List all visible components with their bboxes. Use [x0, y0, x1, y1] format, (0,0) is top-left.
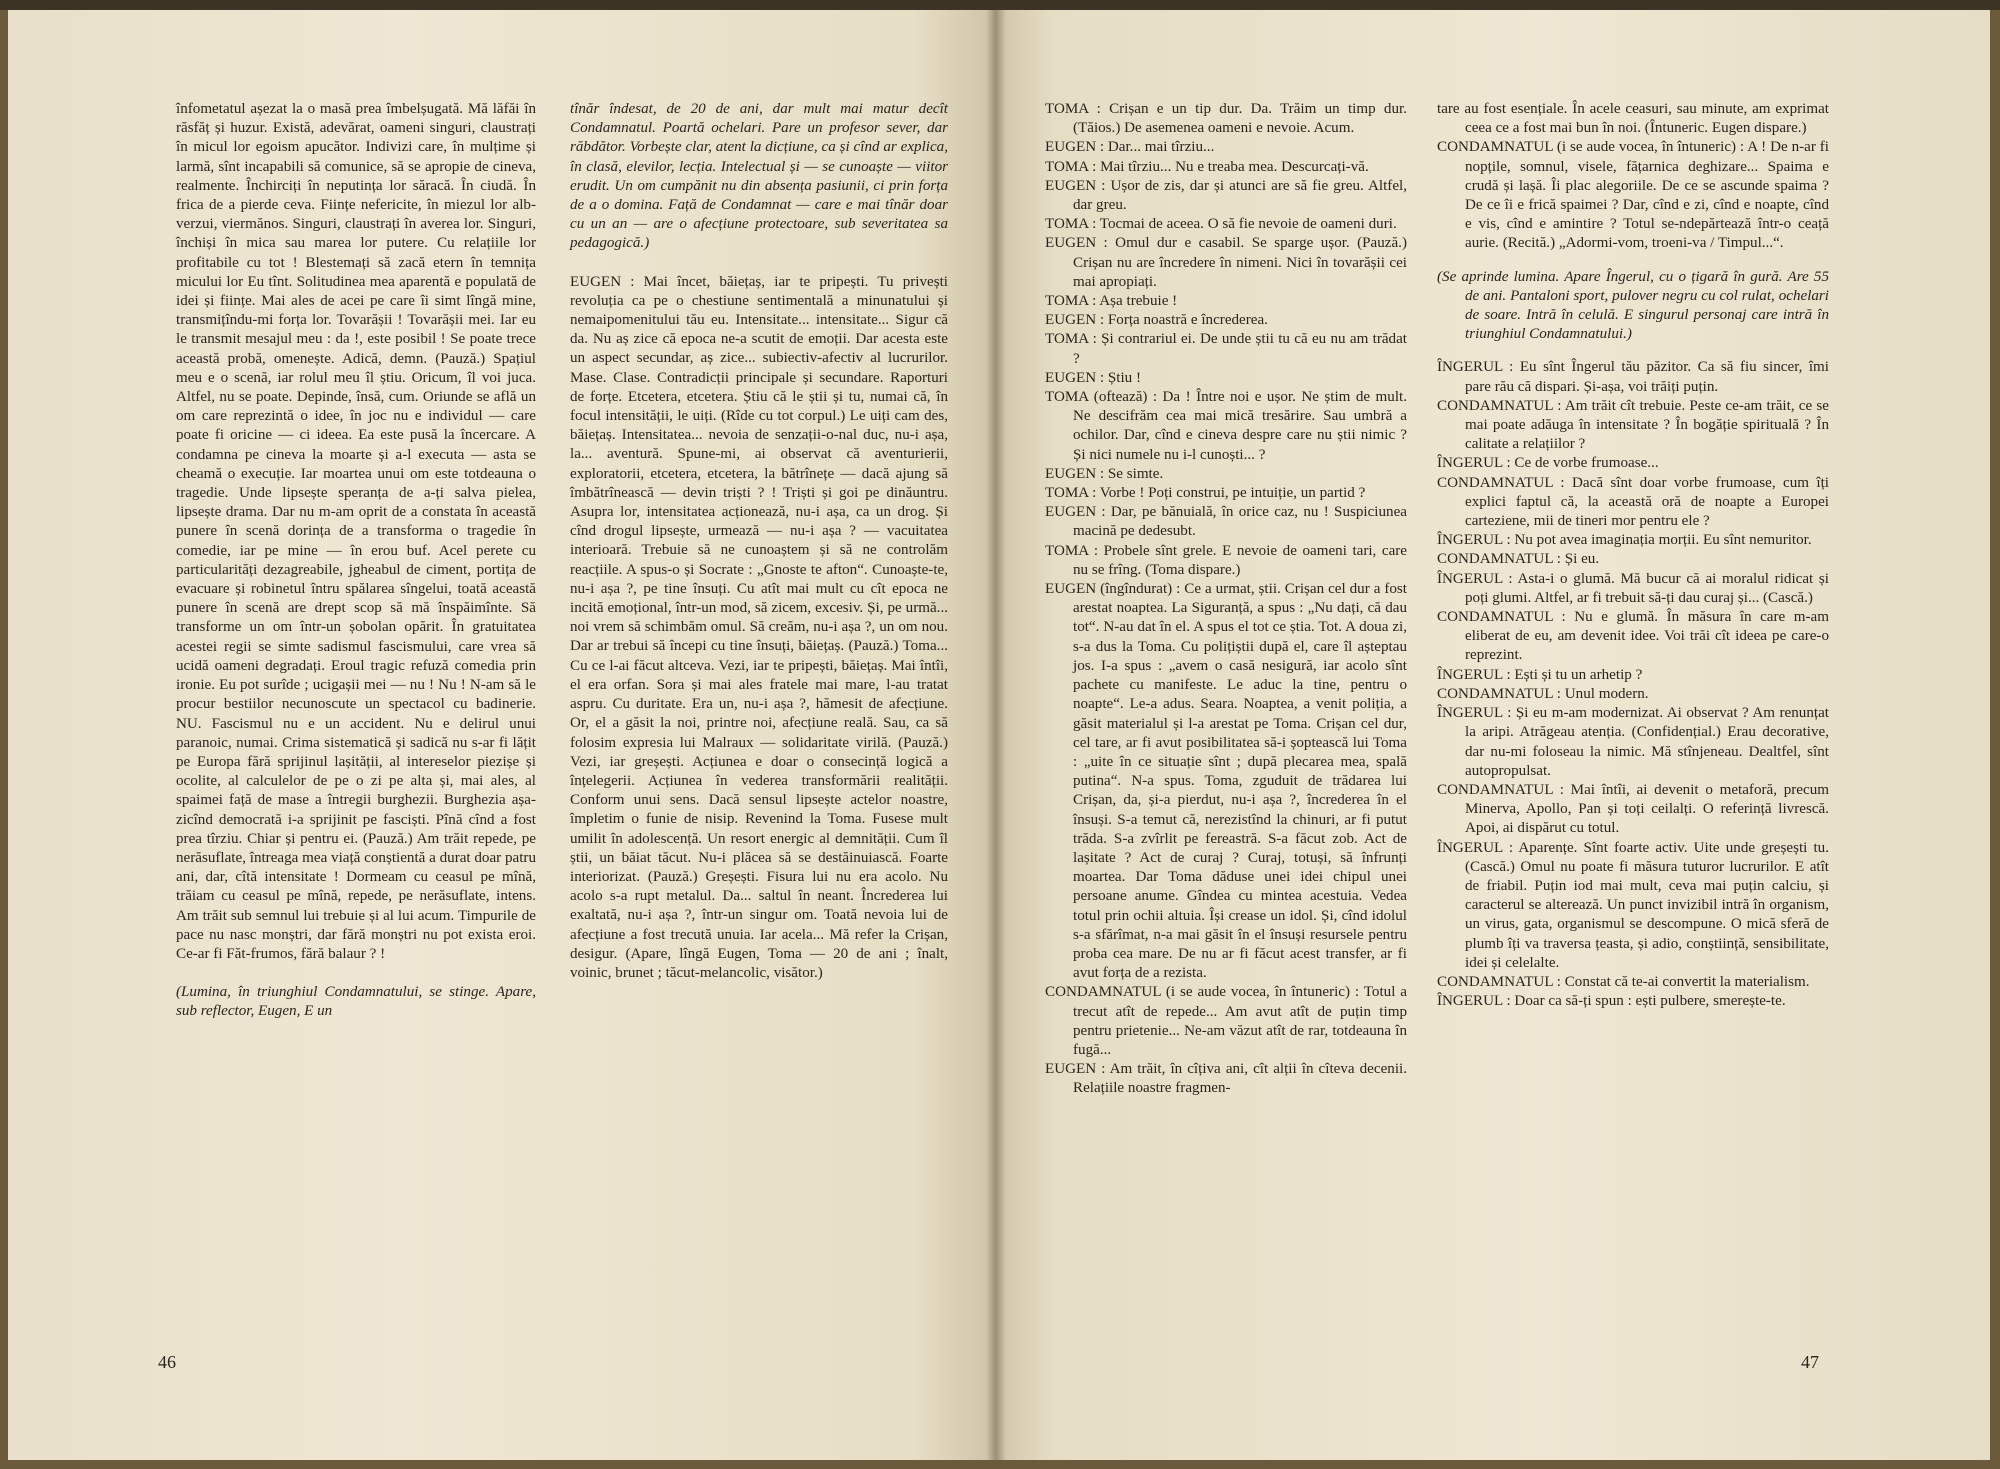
dialogue-line [1437, 100, 1829, 138]
left-column-1 [176, 100, 536, 1022]
line-text: : Vorbe ! Poți construi, pe intuiție, un partid ? [1088, 485, 1366, 502]
dialogue-line [1437, 268, 1829, 345]
speaker-line [1045, 388, 1407, 465]
book-spread [8, 10, 1990, 1460]
right-page [993, 10, 1990, 1460]
line-text: (i se aude vocea, în întuneric) : A ! De n-ar fi nopțile, somnul, visele, fățarnica deghizare... Spaima e crudă și lașă. Îi plac alegoriile. De ce se ascunde spaima ? De ce îi e frică spaimei ? Dar, cînd e zi, cînd e noapte, cînd e vis, cînd e amintire ? Totul se-ndepărtează într-o ceață aurie. (Recită.) „Adormi-vom, troeni-va / Timpul...“. [1465, 139, 1829, 252]
speaker-line [1437, 358, 1829, 396]
speaker-name: CONDAMNATUL [1437, 973, 1553, 990]
line-text: : Am trăit cît trebuie. Peste ce-am trăit, ce se mai poate adăuga în intensitate ? În bogăție spirituală ? În calitate a relațiilor ? [1465, 397, 1829, 453]
speaker-name: EUGEN [1045, 369, 1097, 386]
speaker-line [1045, 983, 1407, 1060]
page-number: 47 [1801, 1352, 1819, 1372]
speaker-line [1437, 992, 1829, 1011]
line-text: : Am trăit, în cîțiva ani, cît alții în cîteva decenii. Relațiile noastre fragmen- [1073, 1061, 1407, 1097]
line-text: : Ce de vorbe frumoase... [1502, 455, 1659, 472]
stage-direction: (Lumina, în triunghiul Condamnatului, se stinge. Apare, sub reflector, Eugen, E un [176, 984, 536, 1020]
speaker-name: TOMA [1045, 216, 1089, 233]
stage-direction: tînăr îndesat, de 20 de ani, dar mult mai matur decît Condamnatul. Poartă ochelari. Pare un profesor sever, dar răbdător. Vorbește clar, atent la dicțiune, ca și cînd ar explica, în clasă, elevilor, lecția. Intelectual și — se cunoaște — viitor erudit. Un om cumpănit nu din absența pasiunii, ci prin forța de a o domina. Față de Condamnat — care e mai tînăr doar cu un an — are o afecțiune protectoare, sub severitatea sa pedagogică.) [570, 101, 948, 252]
speaker-line [1437, 570, 1829, 608]
speaker-line [1045, 465, 1407, 484]
speaker-name: TOMA [1045, 542, 1089, 559]
speaker-name: EUGEN [1045, 465, 1097, 482]
line-text: : Constat că te-ai convertit la materialism. [1553, 973, 1810, 990]
speaker-name: CONDAMNATUL [1437, 397, 1553, 414]
speaker-name: ÎNGERUL [1437, 570, 1503, 587]
speaker-name: CONDAMNATUL [1437, 781, 1553, 798]
speaker-line [1437, 138, 1829, 253]
speaker-line [1045, 158, 1407, 177]
speaker-name: ÎNGERUL [1437, 359, 1503, 376]
line-text: : Și eu. [1553, 551, 1600, 568]
speaker-name: EUGEN [1045, 581, 1097, 598]
speaker-line [1437, 666, 1829, 685]
speaker-line [1045, 330, 1407, 368]
speaker-line [1045, 292, 1407, 311]
speaker-name: EUGEN [1045, 139, 1097, 156]
speaker-name: TOMA [1045, 389, 1089, 406]
speaker-name: ÎNGERUL [1437, 993, 1503, 1010]
line-text: : Doar ca să-ți spun : ești pulbere, smerește-te. [1502, 993, 1786, 1010]
line-text: : Și eu m-am modernizat. Ai observat ? Am renunțat la aripi. Atrăgeau atenția. (Confidențial.) Erau decorative, dar nu-mi foloseau la nimic. Mă stînjeneau. Dealtfel, sînt autopropulsat. [1465, 705, 1829, 779]
right-column-1 [1045, 100, 1407, 1099]
line-text: : Probele sînt grele. E nevoie de oameni tari, care nu se frîng. (Toma dispare.) [1073, 542, 1407, 578]
line-text: : Dar, pe bănuială, în orice caz, nu ! Suspiciunea macină pe dedesubt. [1073, 504, 1407, 540]
speaker-name: ÎNGERUL [1437, 455, 1503, 472]
page-number: 46 [158, 1352, 176, 1372]
line-text: : Dacă sînt doar vorbe frumoase, cum îți explici faptul că, la această oră de noapte a Europei carteziene, mii de tineri mor pentru ele ? [1465, 474, 1829, 530]
speaker-line [1045, 138, 1407, 157]
speaker-name: CONDAMNATUL [1045, 984, 1161, 1001]
speaker-name: ÎNGERUL [1437, 839, 1503, 856]
speaker-name: TOMA [1045, 101, 1089, 117]
line-text: : Și contrariul ei. De unde știi tu că eu nu am trădat ? [1073, 331, 1407, 367]
line-text: : Mai tîrziu... Nu e treaba mea. Descurcați-vă. [1088, 158, 1369, 175]
speaker-line [1437, 550, 1829, 569]
speaker-line [1437, 474, 1829, 532]
speaker-line [1045, 215, 1407, 234]
speaker-line [1045, 311, 1407, 330]
line-text: (i se aude vocea, în întuneric) : Totul a trecut atît de repede... Am avut atît de puțin timp pentru prietenie... Ne-am văzut atît de rar, totdeauna în fugă... [1073, 984, 1407, 1058]
speaker-line [1045, 177, 1407, 215]
speaker-line [1045, 580, 1407, 983]
speaker-line [1045, 542, 1407, 580]
line-text: : Știu ! [1096, 369, 1142, 386]
speaker-line [1045, 1060, 1407, 1098]
line-text: (îngîndurat) : Ce a urmat, știi. Crișan cel dur a fost arestat noaptea. La Siguranță, a spus : „Nu dați, că dau tot“. N-au dat în el. A spus el tot ce știa. Tot. A doua zi, s-a dus la Toma. Cu polițiștii după el, care îl așteptau jos. I-a spus : „avem o casă nesigură, iar acolo sînt pachete cu manifeste. Le aduc la tine, pentru o noapte“. Le-a adus. Seara. Noaptea, a venit poliția, a găsit materialul și l-a arestat pe Toma. Crișan cel dur, cel tare, ar fi avut posibilitatea să-i șoptească lui Toma : „uite în ce situație sînt ; după plecarea mea, spală putina“. N-a spus. Toma, zguduit de trădarea lui Crișan, da, și-a pierdut, nu-i așa ?, încrederea în el însuși. S-a temut că, nerezistînd la chinuri, ar fi putut trăda. S-a zvîrlit pe fereastră. S-a făcut zob. Act de lașitate ? Act de curaj ? Curaj, totuși, să înfrunți moartea. Dar Toma dăduse unei idei chipul unei persoane anume. Gîndea cu mintea acestuia. Vedea totul prin ochii altuia. Își crease un idol. Și, cînd idolul s-a sfărîmat, n-a mai găsit în el însuși resursele pentru proba cea mare. De nu ar fi făcut acest transfer, ar fi avut forța de a rezista. [1073, 581, 1407, 982]
line-text: : Forța noastră e încrederea. [1096, 312, 1268, 329]
line-text: : Ești și tu un arhetip ? [1502, 666, 1643, 683]
speaker-line [1437, 397, 1829, 455]
line-text: (Se aprinde lumina. Apare Îngerul, cu o țigară în gură. Are 55 de ani. Pantaloni sport, pulover negru cu col rulat, ochelari de soare. Intră în celulă. E singurul personaj care intră în triunghiul Condamnatului.) [1437, 268, 1829, 343]
eugen-speech: EUGEN : Mai încet, băiețaș, iar te pripești. Tu privești revoluția ca pe o chestiune sentimentală a minunatului și nemaipomenitului tău eu. Intensitate... intensitate... Sigur că da. Nu aș zice că epoca ne-a scutit de emoții. Dar acesta este un aspect secundar, aș zice... subiectiv-afectiv al lucrurilor. Mase. Clase. Contradicții principale și secundare. Raporturi de forțe. Etcetera, etcetera. Știu că le știi și tu, numai că, în focul intensității, le uiți. (Rîde cu tot corpul.) Le uiți cam des, băiețaș. Intensitatea... nevoia de senzații-o-nal duc, nu-i așa, la... aventură. Spune-mi, ai observat că aventurierii, exploratorii, etcetera, etcetera, la bătrînețe — dacă ajung să îmbătrînească — devin triști ? ! Triști și goi pe dinăuntru. Asupra lor, intensitatea acționează, nu-i așa, ca un drog. Și cînd drogul lipsește, urmează — nu-i așa ? — vacuitatea interioară. Trebuie să ne cunoaștem și să ne controlăm reacțiile. A spus-o și Socrate : „Gnoste te afton“. Cunoaște-te, nu-i așa ?, pe tine însuți. Cu atît mai mult cu cît epoca ne incită emoțional, într-un mod, să zicem, excesiv. Și, pe urmă... noi vrem să schimbăm omul. Să creăm, nu-i așa ?, un om nou. Dar ar trebui să începi cu tine însuți, băiețaș. (Pauză.) Toma... Cu ce l-ai făcut altceva. Vezi, iar te pripești, băiețaș. Mai întîi, el era orfan. Sora și mai ales fratele mai mare, l-au tratat aspru. Cu duritate. Era un, nu-i așa ?, hămesit de afecțiune. Or, el a găsit la noi, printre noi, afecțiune reală. Sau, ca să folosim expresia lui Malraux — solidaritate virilă. (Pauză.) Vezi, iar greșești. Acțiunea e doar o consecință logică a înțelegerii. Acțiunea în vederea transformării realității. Conform unui sens. Dacă sensul lipsește actelor noastre, împletim o funie de nisip. Revenind la Toma. Fusese mult umilit în adolescență. Un resort energic al demnității. Cum îl știi, un băiat tăcut. Nu-i plăcea să se destăinuiască. Foarte interiorizat. (Pauză.) Greșești. Fisura lui nu era acolo. Nu acolo s-a rupt metalul. Da... saltul în neant. Încrederea lui exaltată, nu-i așa ?, într-un singur om. Toată nevoia lui de afecțiune a fost trecută unuia. Iar acela... Mă refer la Crișan, desigur. (Apare, lîngă Eugen, Toma — 20 de ani ; înalt, voinic, brunet ; tăcut-melancolic, visător.) [570, 273, 948, 981]
speaker-name: EUGEN [1045, 1061, 1097, 1078]
line-text: : Dar... mai tîrziu... [1096, 139, 1215, 156]
speaker-line [1045, 100, 1407, 138]
top-edge [0, 0, 2000, 10]
speaker-name: EUGEN [1045, 177, 1097, 194]
speaker-name: TOMA [1045, 331, 1089, 348]
speaker-name: EUGEN [1045, 504, 1097, 521]
line-text: : Aparențe. Sînt foarte activ. Uite unde greșești tu. (Cască.) Omul nu poate fi măsura tuturor lucrurilor. E atît de friabil. Puțin iod mai mult, ceva mai puțin calciu, și caracterul se alterează. Un punct invizibil intră în organism, un virus, gata, organismul se descompune. O mică sferă de plumb îți va traversa țeasta, și adio, conștiință, sensibilitate, idei și celelalte. [1465, 839, 1829, 971]
speaker-name: CONDAMNATUL [1437, 139, 1553, 156]
speaker-name: EUGEN [1045, 312, 1097, 329]
speaker-name: EUGEN [1045, 235, 1097, 252]
speaker-line [1045, 484, 1407, 503]
left-column-2 [570, 100, 948, 983]
speaker-name: TOMA [1045, 293, 1089, 310]
line-text: (oftează) : Da ! Între noi e ușor. Ne știm de mult. Ne descifrăm cea mai mică tresărire. Sau umbră a ochilor. Dar, cînd e cineva despre care nu știi nimic ? Și nici numele nu i-l cunoști... ? [1073, 389, 1407, 463]
speaker-name: TOMA [1045, 485, 1089, 502]
speaker-line [1437, 454, 1829, 473]
line-text: : Eu sînt Îngerul tău păzitor. Ca să fiu sincer, îmi pare rău că dispari. Și-așa, voi trăiți puțin. [1465, 359, 1829, 395]
speaker-line [1045, 369, 1407, 388]
speaker-name: CONDAMNATUL [1437, 685, 1553, 702]
speaker-line [1437, 608, 1829, 666]
speaker-name: CONDAMNATUL [1437, 609, 1553, 626]
right-column-2 [1437, 100, 1829, 1011]
speaker-name: CONDAMNATUL [1437, 474, 1553, 491]
speaker-name: ÎNGERUL [1437, 532, 1503, 549]
line-text: : Unul modern. [1553, 685, 1649, 702]
speaker-line [1437, 839, 1829, 973]
speaker-line [1437, 704, 1829, 781]
speaker-name: TOMA [1045, 158, 1089, 175]
speaker-name: CONDAMNATUL [1437, 551, 1553, 568]
line-text: : Asta-i o glumă. Mă bucur că ai moralul ridicat și poți glumi. Altfel, ar fi trebuit să-ți dau curaj și... (Cască.) [1465, 570, 1829, 606]
monologue-text: înfometatul așezat la o masă prea îmbelșugată. Mă lăfăi în răsfăț și huzur. Există, adevărat, oameni singuri, claustrați în micul lor egoism apucător. Indivizi care, în mulțime și larmă, sînt incapabili să comunice, să se apropie de cineva, realmente. Închirciți în neputința lor săracă. În ciudă. În frica de a pierde ceva. Ființe nefericite, în miezul lor alb-verzui, viermănos. Singuri, claustrați în averea lor. Singuri, închiși în mica sau marea lor putere. Cu relațiile lor profitabile cu tot ! Blestemați să zacă etern în temnița micului lor Eu tînt. Solitudinea mea aparentă e populată de idei și ființe. Mai ales de acei pe care îi simt lîngă mine, transmițîndu-mi forța lor. Tovarășii ! Tovarășii mei. Iar eu le transmit mesajul meu : da !, este posibil ! Se poate trece această probă, omenește. Adică, demn. (Pauză.) Spațiul meu e o scenă, iar rolul meu îl știu. Oricum, îl voi juca. Altfel, nu se poate. Depinde, însă, cum. Oriunde se află un om care reprezintă o idee, în joc nu e individul — care poate fi oricine — ci ideea. Ea este pusă la încercare. A condamna pe cineva la moarte și a-l executa — asta se cheamă o execuție. Iar moartea unui om este totdeauna o tragedie. Unde lipsește speranța de a-ți salva pielea, lipsește drama. Dar nu m-am oprit de a constata în această punere în scenă dorința de a transforma o tragedie în comedie, iar pe mine — în erou buf. Acel perete cu particularități dezagreabile, jgheabul de ciment, portița de evacuare și robinetul întru spălarea sîngelui, toată această punere în scenă are drept scop să mă înspăimînte. Să transforme un om într-un șobolan opărit. În gratuitatea acestei regii se simte sadismul fascismului, care vrea să ucidă oameni degradați. Eroul tragic refuză comedia prin ironie. Eu pot surîde ; ucigașii mei — nu ! Nu ! N-am să le procur bestiilor necunoscute un spectacol cu badinerie. NU. Fascismul nu e un accident. Nu e delirul unui paranoic, numai. Crima sistematică și sadică nu s-ar fi lățit pe Europa fără sprijinul lașității, al intereselor piezișe și ocolite, al calculelor de pe o zi pe alta și, mai ales, al spaimei față de mase a întregii burghezii. Burghezia așa-zicînd democrată i-a sprijinit pe fasciști. Pînă cînd a fost prea tîrziu. Chiar și pentru ei. (Pauză.) Am trăit repede, pe nerăsuflate, întreaga mea viață conștientă a durat doar patru ani, dar, cîtă intensitate ! Dormeam cu ceasul pe mînă, trăiam cu ceasul pe mînă, repede, pe nerăsuflate, intens. Am trăit sub semnul lui trebuie și al lui acum. Timpurile de pace nu nasc monștri, dar fără monștri nu pot exista eroi. Ce-ar fi Făt-frumos, fără balaur ? ! [176, 101, 536, 962]
speaker-line [1437, 685, 1829, 704]
speaker-name: ÎNGERUL [1437, 666, 1503, 683]
speaker-line [1437, 781, 1829, 839]
speaker-line [1437, 973, 1829, 992]
book-gutter [986, 10, 1006, 1460]
line-text: : Tocmai de aceea. O să fie nevoie de oameni duri. [1088, 216, 1397, 233]
line-text: : Nu e glumă. În măsura în care m-am eliberat de eu, am devenit idee. Voi trăi cît ideea pe care-o reprezint. [1465, 609, 1829, 664]
line-text: : Așa trebuie ! [1088, 293, 1178, 310]
speaker-line [1045, 234, 1407, 292]
line-text: : Nu pot avea imaginația morții. Eu sînt nemuritor. [1502, 532, 1812, 549]
speaker-line [1045, 503, 1407, 541]
line-text: : Crișan e un tip dur. Da. Trăim un timp dur. (Tăios.) De asemenea oameni e nevoie. Acum. [1073, 101, 1407, 137]
line-text: : Mai întîi, ai devenit o metaforă, precum Minerva, Apollo, Pan și toți ceilalți. O referință livrescă. Apoi, ai dispărut cu totul. [1465, 781, 1829, 837]
line-text: : Omul dur e casabil. Se sparge ușor. (Pauză.) Crișan nu are încredere în nimeni. Nici în tovarășii cei mai apropiați. [1073, 235, 1407, 290]
left-page [8, 10, 993, 1460]
speaker-name: ÎNGERUL [1437, 705, 1503, 722]
line-text: tare au fost esențiale. În acele ceasuri, sau minute, am exprimat ceea ce a fost mai bun în noi. (Întuneric. Eugen dispare.) [1437, 101, 1829, 137]
speaker-line [1437, 531, 1829, 550]
line-text: : Se simte. [1096, 465, 1164, 482]
line-text: : Ușor de zis, dar și atunci are să fie greu. Altfel, dar greu. [1073, 177, 1407, 214]
